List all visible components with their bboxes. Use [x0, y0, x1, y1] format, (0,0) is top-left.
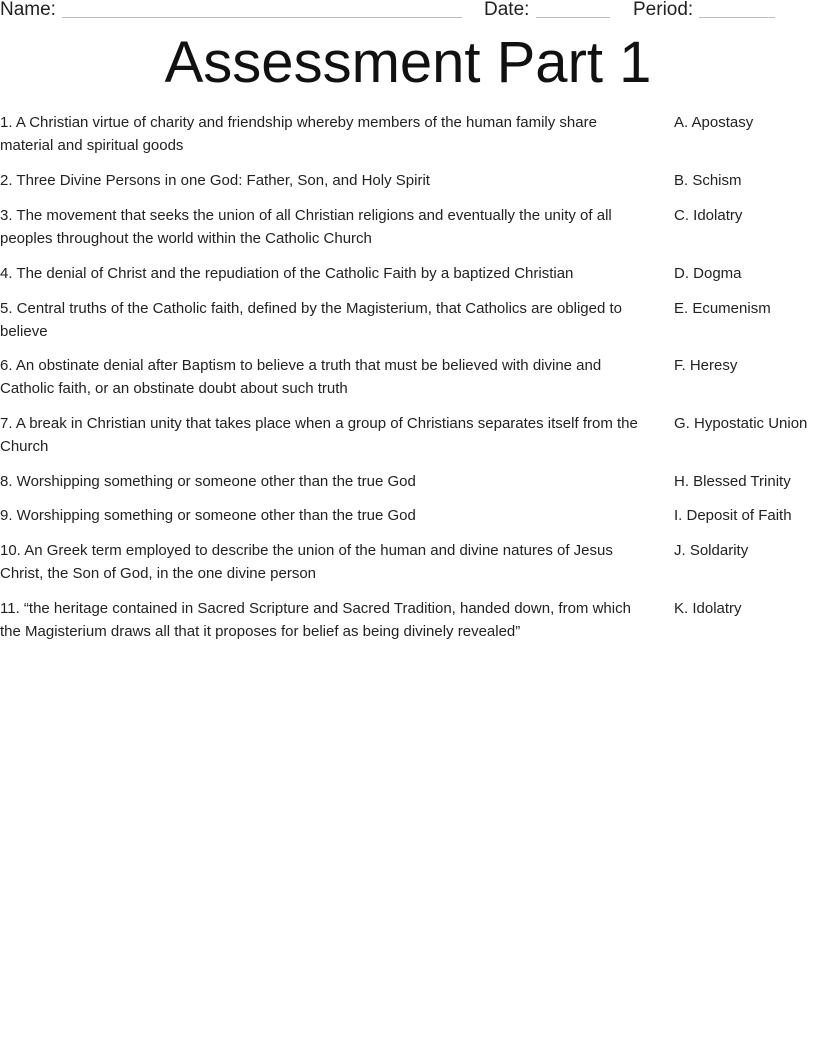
page-title: Assessment Part 1 — [164, 30, 652, 95]
period-blank[interactable] — [699, 17, 775, 18]
question-text: 8. Worshipping something or someone other than the true God — [0, 473, 416, 490]
question-text: 5. Central truths of the Catholic faith, defined by the Magisterium, that Catholics are obliged to believe — [0, 300, 623, 340]
answer-option: J. Soldarity — [674, 542, 749, 559]
question-text: 6. An obstinate denial after Baptism to believe a truth that must be believed with divine and Catholic faith, or an obstinate doubt about such truth — [0, 357, 602, 397]
answer-option: D. Dogma — [674, 265, 742, 282]
date-blank[interactable] — [536, 17, 610, 18]
answer-option: I. Deposit of Faith — [674, 507, 792, 524]
name-label: Name: — [0, 0, 56, 20]
answer-option: F. Heresy — [674, 357, 738, 374]
question-text: 4. The denial of Christ and the repudiation of the Catholic Faith by a baptized Christian — [0, 265, 574, 282]
question-text: 7. A break in Christian unity that takes place when a group of Christians separates itself from the Church — [0, 415, 638, 455]
answer-option: K. Idolatry — [674, 600, 742, 617]
answer-option: E. Ecumenism — [674, 300, 771, 317]
answer-option: A. Apostasy — [674, 114, 754, 131]
name-blank[interactable] — [62, 17, 462, 18]
question-text: 3. The movement that seeks the union of all Christian religions and eventually the unity of all peoples throughout the world within the Catholic Church — [0, 207, 612, 247]
answer-option: H. Blessed Trinity — [674, 473, 791, 490]
answer-option: B. Schism — [674, 172, 742, 189]
question-text: 10. An Greek term employed to describe the union of the human and divine natures of Jesus Christ, the Son of God, in the one divine person — [0, 542, 613, 582]
question-text: 9. Worshipping something or someone other than the true God — [0, 507, 416, 524]
answer-option: G. Hypostatic Union — [674, 415, 808, 432]
question-text: 1. A Christian virtue of charity and friendship whereby members of the human family share material and spiritual goods — [0, 114, 597, 154]
period-label: Period: — [633, 0, 694, 20]
question-text: 11. “the heritage contained in Sacred Scripture and Sacred Tradition, handed down, from which the Magisterium draws all that it proposes for belief as being divinely revealed” — [0, 600, 631, 640]
student-info-header — [0, 0, 816, 22]
date-label: Date: — [484, 0, 530, 20]
answer-option: C. Idolatry — [674, 207, 743, 224]
question-text: 2. Three Divine Persons in one God: Father, Son, and Holy Spirit — [0, 172, 430, 189]
